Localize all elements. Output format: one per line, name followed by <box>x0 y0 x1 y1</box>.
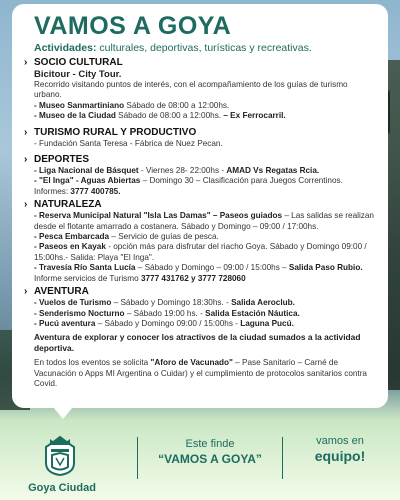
chevron-right-icon: › <box>24 57 28 68</box>
activities-text: culturales, deportivas, turísticas y recreativas. <box>99 42 312 54</box>
section-description: Recorrido visitando puntos de interés, con el acompañamiento de los guías de turismo urbano. <box>34 80 348 100</box>
section-subheading: Bicitour - City Tour. <box>34 69 122 80</box>
list-item: - Travesía Río Santa Lucía – Sábado y Domingo – 09:00 / 15:00hs – Salida Paso Rubio. <box>34 263 363 273</box>
list-item: - "El Inga" - Aguas Abiertas – Domingo 30 – Clasificación para Juegos Correntinos. <box>34 176 343 186</box>
list-item: - Liga Nacional de Básquet - Viernes 28- 22:00hs - AMAD Vs Regatas Rcia. <box>34 166 320 176</box>
list-item: - Paseos en Kayak - opción más para disfrutar del riacho Goya. Sábado y Domingo 09:00 / 15:00hs.- Salida: Playa "El Inga". <box>34 242 367 262</box>
divider <box>282 437 283 479</box>
finde-line-2: “VAMOS A GOYA” <box>158 452 262 466</box>
section-heading: AVENTURA <box>34 286 89 298</box>
section-aventura <box>24 286 376 353</box>
list-item: - Senderismo Nocturno – Sábado 19:00 hs. - Salida Estación Náutica. <box>34 308 300 318</box>
list-item: Informes: 3777 400785. <box>34 186 121 196</box>
chevron-right-icon: › <box>24 154 28 166</box>
info-card <box>12 4 388 408</box>
chevron-right-icon: › <box>24 286 28 298</box>
section-naturaleza <box>24 199 376 284</box>
goya-city-logo-icon <box>38 433 82 477</box>
list-item: - Fundación Santa Teresa - Fábrica de Nuez Pecan. <box>34 138 223 148</box>
section-heading: DEPORTES <box>34 154 90 166</box>
list-item: - Museo Sanmartiniano Sábado de 08:00 a 12:00hs. <box>34 100 230 110</box>
logo-label: Goya Ciudad <box>28 482 96 494</box>
divider <box>137 437 138 479</box>
slogan-line-1: vamos en <box>316 435 364 447</box>
activities-label: Actividades: <box>34 42 97 54</box>
section-heading: NATURALEZA <box>34 199 102 211</box>
list-item: - Vuelos de Turismo – Sábado y Domingo 18:30hs. - Salida Aeroclub. <box>34 298 295 308</box>
list-item: - Reserva Municipal Natural "Isla Las Damas" – Paseos guiados – Las salidas se realizan desde el flotante amarrado a costanera. Sábado y Domingo – 09:00 / 17:00hs. <box>34 211 374 231</box>
activities-line <box>34 42 376 54</box>
finde-line-1: Este finde <box>185 438 235 450</box>
list-item: - Pucú aventura – Sábado y Domingo 09:00 / 15:00hs - Laguna Pucú. <box>34 318 294 328</box>
page-title: VAMOS A GOYA <box>34 12 232 40</box>
chevron-right-icon: › <box>24 126 28 138</box>
slogan-line-2: equipo! <box>314 448 366 464</box>
section-deportes <box>24 154 376 197</box>
chevron-right-icon: › <box>24 199 28 211</box>
aventura-closing: Aventura de explorar y conocer los atractivos de la ciudad sumados a la actividad deportiva. <box>34 332 361 353</box>
footer-bar <box>0 415 400 500</box>
vaccination-note: En todos los eventos se solicita "Aforo de Vacunado" – Pase Sanitario – Carné de Vacunación o Apps MI Argentina o Cuidar) y el cumplimiento de protocolos sanitarios contra Covid. <box>34 358 367 388</box>
section-heading: TURISMO RURAL Y PRODUCTIVO <box>34 126 197 138</box>
section-socio-cultural <box>24 57 376 122</box>
section-heading: SOCIO CULTURAL <box>34 57 123 68</box>
list-item: - Pesca Embarcada – Servicio de guías de pesca. <box>34 232 219 242</box>
section-turismo-rural <box>24 127 376 149</box>
list-item: - Museo de la Ciudad Sábado de 08:00 a 12:00hs. – Ex Ferrocarril. <box>34 111 286 121</box>
list-item: Informe servicios de Turismo 3777 431762 y 3777 728060 <box>34 273 246 283</box>
